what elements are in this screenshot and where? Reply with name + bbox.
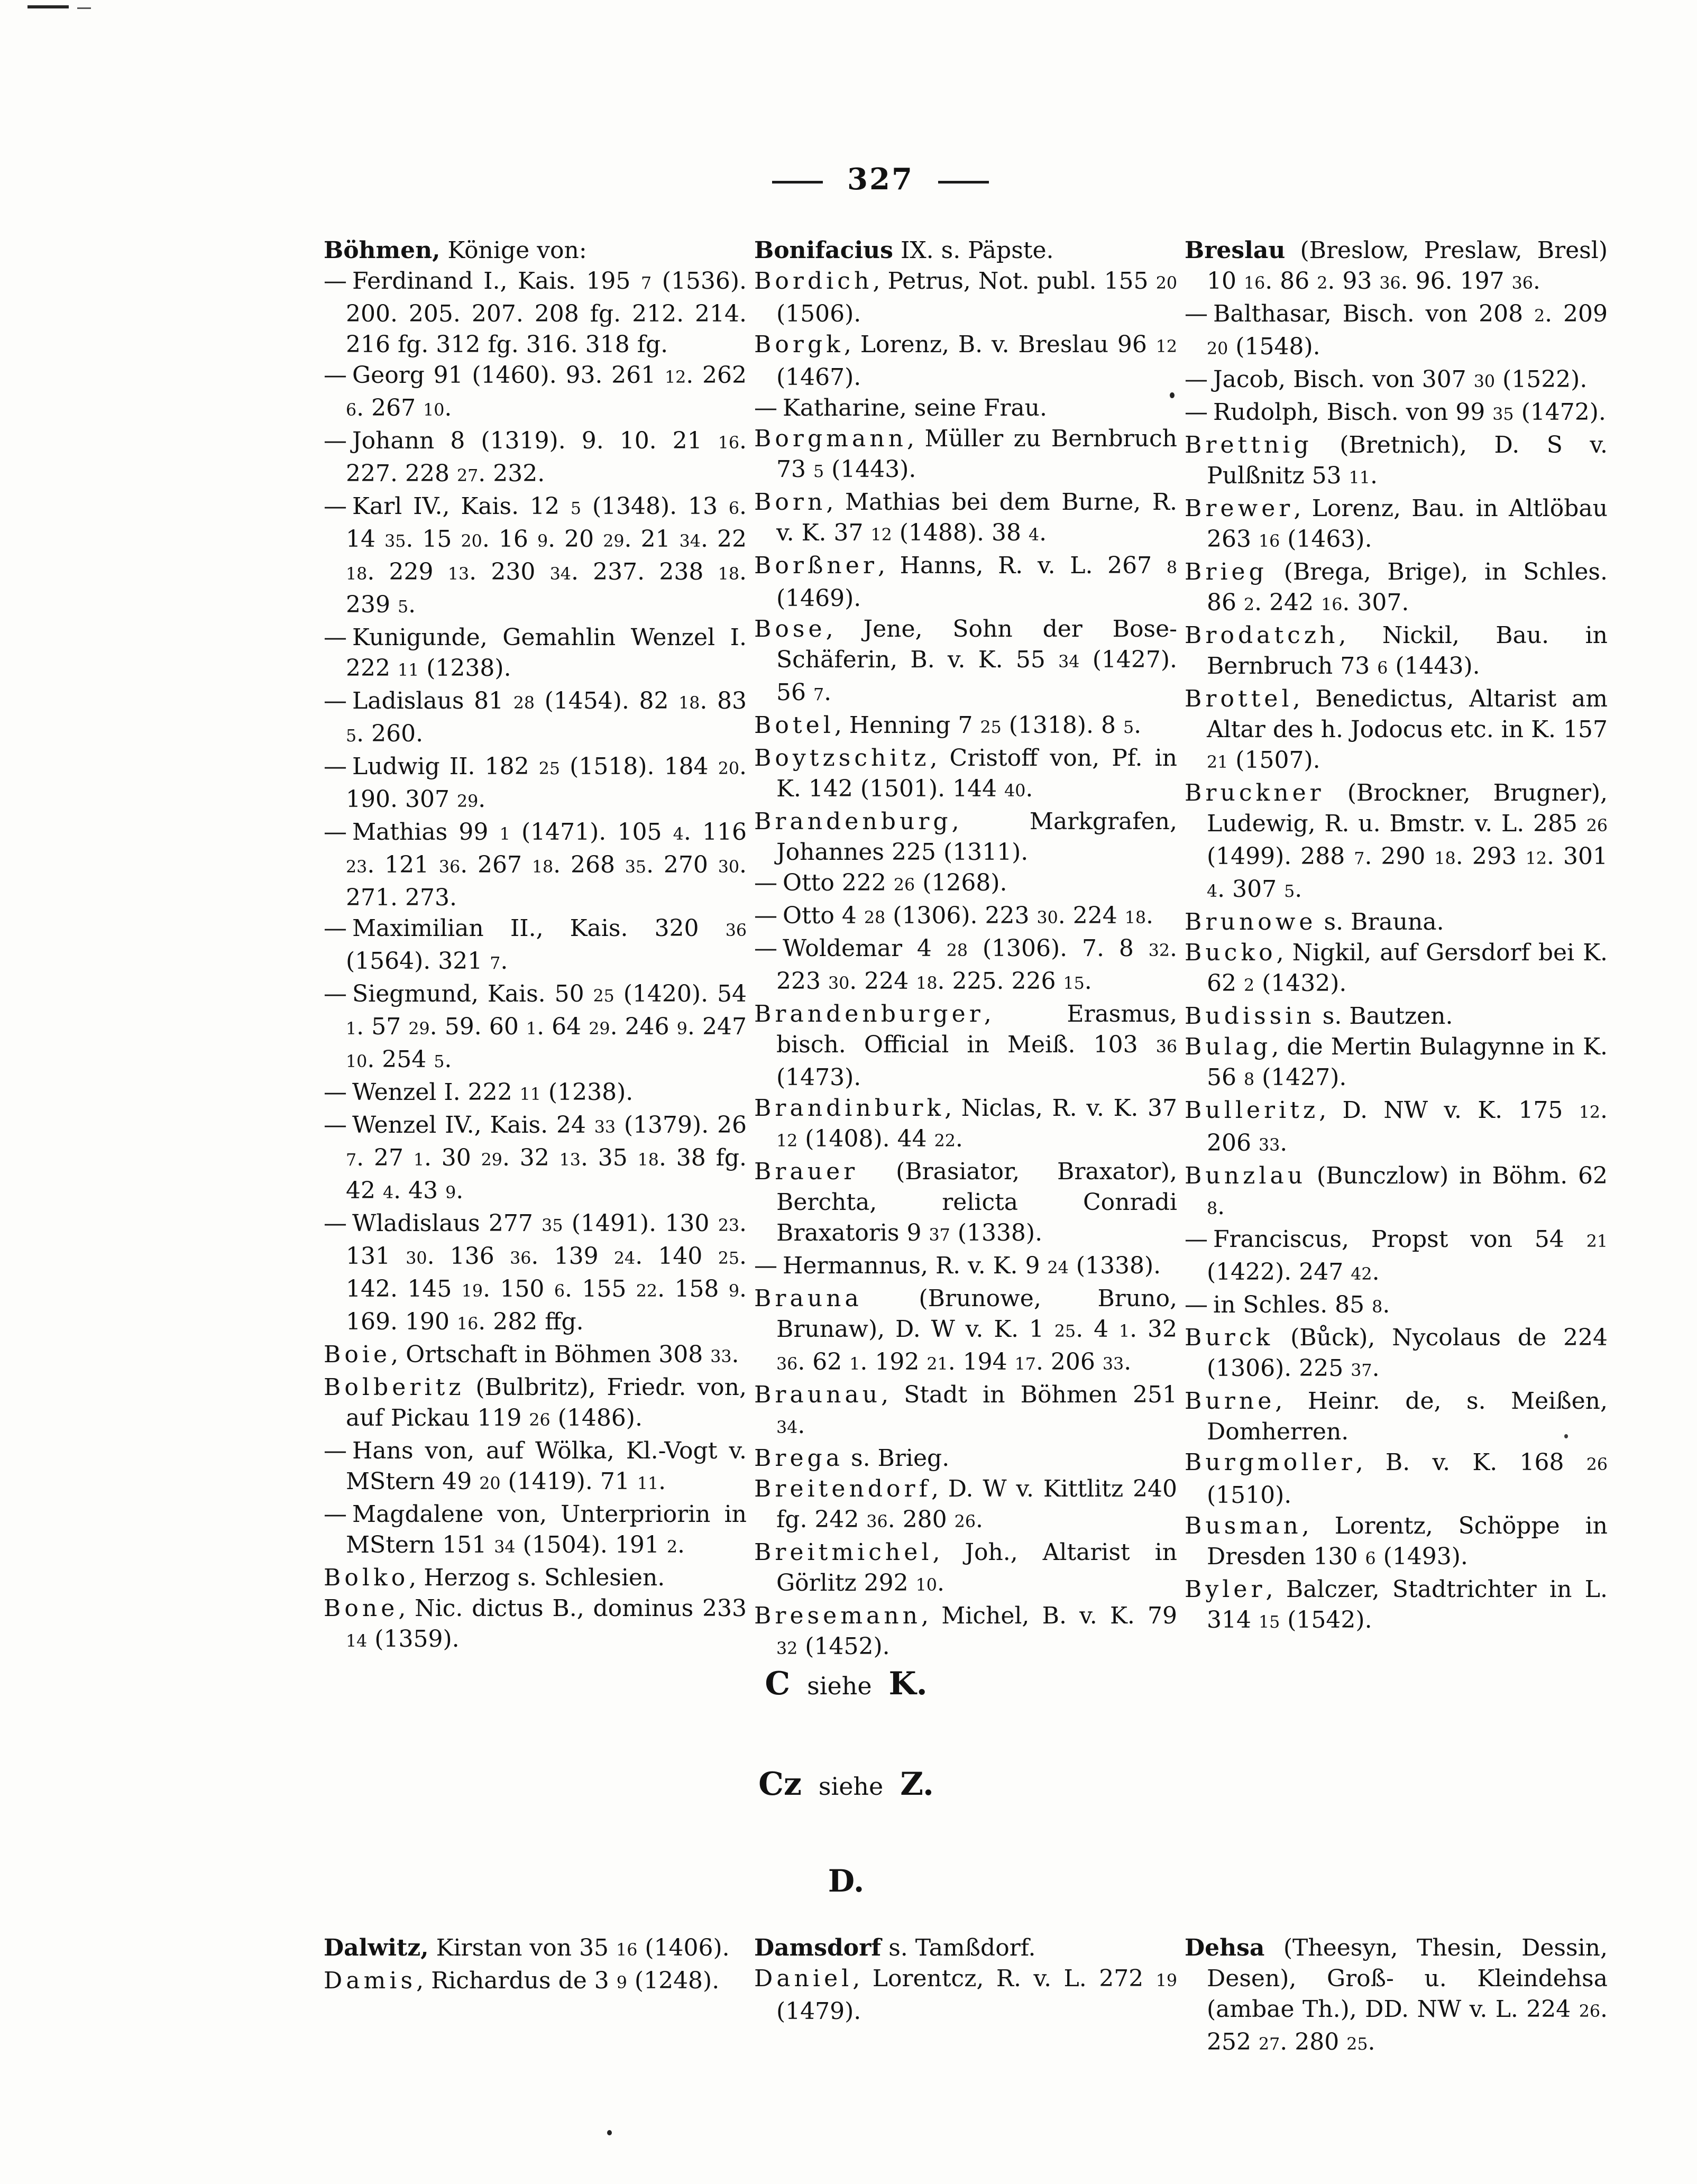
- cross-reference-letter: C: [765, 1665, 791, 1702]
- index-entry: [754, 550, 1177, 614]
- index-column: [1185, 1933, 1608, 2060]
- scan-artifact: [1170, 392, 1175, 398]
- entry-headword: —: [1185, 300, 1208, 327]
- entry-text: , Balczer, Stadtrichter in L. 314 15 (1542).: [1207, 1576, 1608, 1634]
- entry-headword: Borgmann: [754, 425, 907, 452]
- entry-headword: Burck: [1185, 1324, 1274, 1351]
- entry-text: Balthasar, Bisch. von 208 2. 209 20 (1548).: [1207, 300, 1608, 360]
- entry-text: , Jene, Sohn der Bose-Schäferin, B. v. K. 55 34 (1427). 56 7.: [776, 616, 1177, 706]
- entry-text: , Lorentcz, R. v. L. 272 19 (1479).: [776, 1965, 1177, 2025]
- index-entry: [754, 1157, 1177, 1251]
- entry-text: , Petrus, Not. publ. 155 20 (1506).: [776, 268, 1177, 327]
- index-column: [754, 1933, 1177, 2060]
- page-number: 327: [847, 162, 914, 197]
- entry-text: , Lorentz, Schöppe in Dresden 130 6 (1493).: [1207, 1512, 1608, 1570]
- header-rule-left: [772, 181, 823, 183]
- entry-text: , Markgrafen, Johannes 225 (1311).: [776, 808, 1177, 866]
- entry-text: (Theesyn, Thesin, Dessin, Desen), Groß- u. Kleindehsa (ambae Th.), DD. NW v. L. 224 26. 252 27. 280 25.: [1207, 1934, 1608, 2055]
- index-entry: [324, 686, 747, 751]
- index-entry: [324, 1593, 747, 1657]
- index-entry: [1185, 1001, 1608, 1032]
- entry-headword: Bolko: [324, 1564, 409, 1591]
- index-entry: [324, 1372, 747, 1436]
- index-entry: [324, 266, 747, 360]
- entry-headword: Borßner: [754, 552, 878, 579]
- index-entry: [324, 1339, 747, 1372]
- entry-text: s. Tamßdorf.: [881, 1934, 1036, 1961]
- entry-text: , Michel, B. v. K. 79 32 (1452).: [776, 1602, 1177, 1660]
- entry-headword: —: [1185, 366, 1208, 393]
- entry-headword: Bruckner: [1185, 779, 1325, 806]
- entry-text: Franciscus, Propst von 54 21 (1422). 247 42.: [1207, 1226, 1608, 1286]
- entry-headword: Bulleritz: [1185, 1097, 1319, 1124]
- index-entry: [324, 491, 747, 622]
- entry-text: Jacob, Bisch. von 307 30 (1522).: [1213, 366, 1588, 393]
- index-entry: [1185, 1386, 1608, 1447]
- entry-text: Hans von, auf Wölka, Kl.-Vogt v. MStern 49 20 (1419). 71 11.: [346, 1437, 747, 1495]
- scan-artifact: [1564, 1434, 1568, 1438]
- entry-headword: —: [1185, 399, 1208, 426]
- entry-headword: —: [324, 427, 347, 454]
- index-entry: [1185, 907, 1608, 938]
- entry-headword: —: [1185, 1291, 1208, 1318]
- entry-text: Wenzel IV., Kais. 24 33 (1379). 26 7. 27 1. 30 29. 32 13. 35 18. 38 fg. 42 4. 43 9.: [346, 1112, 747, 1204]
- entry-headword: —: [324, 1079, 347, 1106]
- entry-headword: Brettnig: [1185, 432, 1313, 458]
- index-entry: [1185, 1933, 1608, 2060]
- cross-reference-cz: [222, 1766, 1470, 1803]
- entry-headword: —: [754, 1252, 777, 1279]
- index-entry: [754, 933, 1177, 999]
- index-entry: [754, 1283, 1177, 1380]
- entry-headword: Boie: [324, 1341, 391, 1368]
- entry-text: , Heinr. de, s. Meißen, Domherren.: [1207, 1388, 1608, 1445]
- index-entry: [324, 751, 747, 817]
- index-entry: [1185, 1290, 1608, 1323]
- index-entry: [1185, 1095, 1608, 1161]
- entry-headword: Daniel: [754, 1965, 853, 1992]
- entry-headword: Brewer: [1185, 495, 1294, 522]
- entry-text: Wenzel I. 222 11 (1238).: [352, 1079, 634, 1106]
- entry-headword: Bresemann: [754, 1602, 922, 1629]
- index-entry: [1185, 1447, 1608, 1511]
- index-entry: [754, 329, 1177, 393]
- index-entry: [1185, 430, 1608, 493]
- index-entry: [324, 1966, 747, 1998]
- entry-text: , Hanns, R. v. L. 267 8 (1469).: [776, 552, 1177, 612]
- entry-text: Kunigunde, Gemahlin Wenzel I. 222 11 (1238).: [346, 624, 747, 682]
- entry-text: , Richardus de 3 9 (1248).: [416, 1967, 720, 1994]
- entry-headword: Born: [754, 489, 827, 516]
- entry-text: Katharine, seine Frau.: [783, 394, 1047, 421]
- entry-text: , Lorenz, B. v. Breslau 96 12 (1467).: [776, 331, 1177, 391]
- index-entry: [754, 487, 1177, 550]
- entry-text: , Mathias bei dem Burne, R. v. K. 37 12 (1488). 38 4.: [776, 489, 1177, 546]
- entry-headword: Borgk: [754, 331, 844, 358]
- index-entry: [754, 424, 1177, 487]
- entry-headword: —: [754, 869, 777, 896]
- entry-headword: Breitendorf: [754, 1475, 931, 1502]
- entry-headword: Damsdorf: [754, 1934, 882, 1961]
- entry-headword: Böhmen,: [324, 237, 441, 264]
- index-entry: [1185, 493, 1608, 557]
- index-entry: [324, 360, 747, 426]
- entry-headword: Brauer: [754, 1158, 859, 1185]
- entry-text: , Nic. dictus B., dominus 233 14 (1359).: [346, 1595, 747, 1653]
- index-entry: [1185, 299, 1608, 364]
- entry-text: in Schles. 85 8.: [1213, 1291, 1390, 1318]
- index-entry: [1185, 938, 1608, 1001]
- entry-text: , Henning 7 25 (1318). 8 5.: [834, 712, 1142, 739]
- entry-headword: —: [324, 1501, 347, 1528]
- entry-text: Kirstan von 35 16 (1406).: [428, 1934, 730, 1961]
- entry-text: , Müller zu Bernbruch 73 5 (1443).: [776, 425, 1177, 483]
- entry-headword: Bunzlau: [1185, 1162, 1307, 1189]
- entry-text: , Cristoff von, Pf. in K. 142 (1501). 144 40.: [776, 745, 1177, 802]
- entry-text: , Lorenz, Bau. in Altlöbau 263 16 (1463).: [1207, 495, 1608, 553]
- entry-text: (Brockner, Brugner), Ludewig, R. u. Bmstr. v. L. 285 26 (1499). 288 7. 290 18. 293 12. 301 4. 307 5.: [1207, 779, 1608, 903]
- index-entry: [754, 901, 1177, 933]
- entry-text: , Ortschaft in Böhmen 308 33.: [391, 1341, 739, 1368]
- index-entry: [1185, 684, 1608, 778]
- index-entry: [324, 979, 747, 1077]
- index-entry: [324, 1077, 747, 1110]
- entry-headword: —: [324, 819, 347, 846]
- entry-headword: Brandenburger: [754, 1001, 984, 1027]
- entry-text: , Benedictus, Altarist am Altar des h. Jodocus etc. in K. 157 21 (1507).: [1207, 685, 1608, 774]
- entry-text: Johann 8 (1319). 9. 10. 21 16. 227. 228 27. 232.: [346, 427, 747, 487]
- entry-headword: —: [324, 1437, 347, 1464]
- index-entry: [1185, 778, 1608, 907]
- entry-headword: Budissin: [1185, 1003, 1315, 1030]
- entry-headword: —: [754, 935, 777, 962]
- entry-text: , Erasmus, bisch. Official in Meiß. 103 36 (1473).: [776, 1001, 1177, 1091]
- index-entry: [1185, 1224, 1608, 1290]
- entry-headword: Damis: [324, 1967, 417, 1994]
- index-entry: [754, 1963, 1177, 2027]
- entry-headword: Byler: [1185, 1576, 1266, 1603]
- entry-text: Rudolph, Bisch. von 99 35 (1472).: [1213, 399, 1606, 426]
- index-entry: [324, 1499, 747, 1563]
- index-entry: [1185, 1574, 1608, 1638]
- entry-text: Woldemar 4 28 (1306). 7. 8 32. 223 30. 224 18. 225. 226 15.: [776, 935, 1178, 995]
- entry-headword: —: [324, 624, 347, 651]
- cross-reference-target: Z.: [900, 1766, 934, 1803]
- entry-headword: Bordich: [754, 268, 873, 295]
- entry-headword: Busman: [1185, 1512, 1302, 1539]
- index-columns-top: [324, 235, 1608, 1664]
- entry-text: Ferdinand I., Kais. 195 7 (1536). 200. 205. 207. 208 fg. 212. 214. 216 fg. 312 fg. 316. 318 fg.: [346, 268, 747, 358]
- entry-text: (Bůck), Nycolaus de 224 (1306). 225 37.: [1207, 1324, 1608, 1382]
- entry-text: Könige von:: [440, 237, 587, 264]
- entry-text: Siegmund, Kais. 50 25 (1420). 54 1. 57 29. 59. 60 1. 64 29. 246 9. 247 10. 254 5.: [346, 980, 747, 1073]
- index-entry: [324, 1208, 747, 1339]
- entry-text: , Niclas, R. v. K. 37 12 (1408). 44 22.: [776, 1095, 1177, 1152]
- entry-headword: Breslau: [1185, 237, 1286, 264]
- letter-heading-d: D.: [828, 1863, 865, 1899]
- index-entry: [324, 622, 747, 686]
- entry-text: Otto 222 26 (1268).: [783, 869, 1007, 896]
- entry-text: , Herzog s. Schlesien.: [409, 1564, 665, 1591]
- entry-text: (Bunczlow) in Böhm. 62 8.: [1207, 1162, 1608, 1220]
- header-rule-right: [938, 181, 989, 183]
- index-entry: [1185, 1323, 1608, 1386]
- index-entry: [754, 1093, 1177, 1157]
- index-entry: [754, 806, 1177, 868]
- scan-artifact: [27, 5, 69, 8]
- index-entry: [1185, 364, 1608, 397]
- entry-headword: Boytzschitz: [754, 745, 930, 772]
- index-entry: [1185, 1511, 1608, 1574]
- index-entry: [754, 743, 1177, 806]
- index-entry: [754, 1933, 1177, 1963]
- page-header: [756, 164, 1005, 195]
- entry-text: Magdalene von, Unterpriorin in MStern 151 34 (1504). 191 2.: [346, 1501, 747, 1558]
- entry-text: Mathias 99 1 (1471). 105 4. 116 23. 121 36. 267 18. 268 35. 270 30. 271. 273.: [346, 819, 747, 911]
- index-column: [754, 235, 1177, 1664]
- cross-reference-letter: Cz: [758, 1766, 802, 1803]
- entry-headword: —: [324, 915, 347, 942]
- index-entry: [324, 1110, 747, 1208]
- index-entry: [1185, 557, 1608, 620]
- index-entry: [324, 1933, 747, 1966]
- entry-text: IX. s. Päpste.: [893, 237, 1054, 264]
- index-entry: [1185, 397, 1608, 430]
- index-column: [324, 235, 747, 1664]
- entry-text: (Bretnich), D. S v. Pulßnitz 53 11.: [1207, 432, 1608, 489]
- scan-artifact: [77, 7, 91, 9]
- index-entry: [754, 1601, 1177, 1664]
- index-column: [324, 1933, 747, 2060]
- entry-text: (Brunowe, Bruno, Brunaw), D. W v. K. 1 25. 4 1. 32 36. 62 1. 192 21. 194 17. 206 33.: [776, 1285, 1177, 1375]
- entry-text: Georg 91 (1460). 93. 261 12. 262 6. 267 10.: [346, 362, 747, 421]
- entry-text: (Breslow, Preslaw, Bresl) 10 16. 86 2. 93 36. 96. 197 36.: [1207, 237, 1608, 295]
- cross-reference-c: [222, 1665, 1470, 1702]
- entry-headword: Brottel: [1185, 685, 1293, 712]
- index-entry: [754, 1537, 1177, 1601]
- index-entry: [324, 817, 747, 913]
- entry-headword: —: [754, 902, 777, 929]
- entry-text: , Stadt in Böhmen 251 34.: [776, 1381, 1177, 1439]
- entry-headword: Bolberitz: [324, 1374, 465, 1401]
- entry-headword: Burgmoller: [1185, 1449, 1356, 1476]
- entry-headword: Brodatczh: [1185, 622, 1339, 649]
- index-entry: [754, 710, 1177, 743]
- entry-headword: —: [324, 362, 347, 389]
- cross-reference-word: siehe: [818, 1772, 884, 1801]
- entry-text: , die Mertin Bulagynne in K. 56 8 (1427).: [1207, 1033, 1608, 1091]
- entry-headword: Dehsa: [1185, 1934, 1265, 1961]
- entry-headword: —: [324, 1210, 347, 1237]
- entry-headword: —: [324, 753, 347, 780]
- entry-headword: Bucko: [1185, 939, 1277, 966]
- entry-text: , D. NW v. K. 175 12. 206 33.: [1207, 1097, 1608, 1157]
- entry-headword: Bose: [754, 616, 826, 643]
- entry-headword: —: [324, 493, 347, 520]
- entry-text: , D. W v. Kittlitz 240 fg. 242 36. 280 26.: [776, 1475, 1177, 1533]
- entry-text: s. Brauna.: [1316, 909, 1444, 935]
- index-entry: [754, 1443, 1177, 1474]
- index-entry: [754, 999, 1177, 1093]
- entry-headword: —: [324, 268, 347, 295]
- entry-text: Karl IV., Kais. 12 5 (1348). 13 6. 14 35. 15 20. 16 9. 20 29. 21 34. 22 18. 229 13. 230 34. 237. 238 18. 239 5.: [346, 493, 747, 618]
- entry-headword: —: [324, 687, 347, 714]
- entry-text: Ludwig II. 182 25 (1518). 184 20. 190. 307 29.: [346, 753, 747, 813]
- index-entry: [324, 235, 747, 266]
- index-entry: [754, 235, 1177, 266]
- entry-headword: Bone: [324, 1595, 399, 1622]
- entry-headword: Braunau: [754, 1381, 882, 1408]
- index-entry: [754, 1474, 1177, 1537]
- index-entry: [324, 426, 747, 491]
- index-entry: [754, 1380, 1177, 1443]
- index-entry: [1185, 235, 1608, 299]
- entry-text: (Brega, Brige), in Schles. 86 2. 242 16. 307.: [1207, 558, 1608, 616]
- index-columns-bottom: [324, 1933, 1608, 2060]
- scan-artifact: [607, 2130, 612, 2135]
- entry-headword: —: [1185, 1226, 1208, 1253]
- entry-headword: Dalwitz,: [324, 1934, 429, 1961]
- entry-headword: —: [754, 394, 777, 421]
- entry-headword: Bulag: [1185, 1033, 1272, 1060]
- index-entry: [754, 868, 1177, 901]
- entry-text: Otto 4 28 (1306). 223 30. 224 18.: [783, 902, 1154, 929]
- entry-text: , B. v. K. 168 26 (1510).: [1207, 1449, 1608, 1509]
- entry-headword: Brauna: [754, 1285, 863, 1312]
- index-entry: [324, 913, 747, 979]
- entry-text: Wladislaus 277 35 (1491). 130 23. 131 30. 136 36. 139 24. 140 25. 142. 145 19. 150 6. 155 22. 158 9. 169. 190 16. 282 ffg.: [346, 1210, 747, 1335]
- entry-text: (Bulbritz), Friedr. von, auf Pickau 119 26 (1486).: [346, 1374, 747, 1431]
- entry-text: (Brasiator, Braxator), Berchta, relicta Conradi Braxatoris 9 37 (1338).: [776, 1158, 1177, 1246]
- entry-text: s. Brieg.: [843, 1445, 950, 1472]
- entry-text: Ladislaus 81 28 (1454). 82 18. 83 5. 260.: [346, 687, 747, 747]
- entry-text: , Nigkil, auf Gersdorf bei K. 62 2 (1432).: [1207, 939, 1608, 997]
- entry-text: Hermannus, R. v. K. 9 24 (1338).: [783, 1252, 1161, 1279]
- entry-headword: Brieg: [1185, 558, 1268, 585]
- index-entry: [1185, 620, 1608, 684]
- index-column: [1185, 235, 1608, 1664]
- index-entry: [324, 1436, 747, 1499]
- index-entry: [1185, 1161, 1608, 1224]
- index-entry: [324, 1563, 747, 1593]
- entry-headword: Brandenburg: [754, 808, 952, 835]
- index-entry: [754, 393, 1177, 424]
- entry-headword: Botel: [754, 712, 834, 739]
- index-entry: [1185, 1032, 1608, 1095]
- index-entry: [754, 1251, 1177, 1283]
- entry-headword: Brunowe: [1185, 909, 1317, 935]
- entry-headword: Breitmichel: [754, 1539, 933, 1566]
- entry-headword: —: [324, 1112, 347, 1139]
- entry-headword: Burne: [1185, 1388, 1276, 1415]
- entry-text: , Joh., Altarist in Görlitz 292 10.: [776, 1539, 1177, 1596]
- entry-headword: Brega: [754, 1445, 844, 1472]
- entry-text: s. Bautzen.: [1315, 1003, 1453, 1030]
- index-entry: [754, 614, 1177, 710]
- cross-reference-word: siehe: [807, 1672, 872, 1700]
- entry-headword: —: [324, 980, 347, 1007]
- entry-headword: Bonifacius: [754, 237, 893, 264]
- cross-reference-target: K.: [888, 1665, 928, 1702]
- entry-text: Maximilian II., Kais. 320 36 (1564). 321 7.: [346, 915, 747, 975]
- entry-headword: Brandinburk: [754, 1095, 945, 1122]
- index-entry: [754, 266, 1177, 329]
- entry-text: , Nickil, Bau. in Bernbruch 73 6 (1443).: [1207, 622, 1608, 680]
